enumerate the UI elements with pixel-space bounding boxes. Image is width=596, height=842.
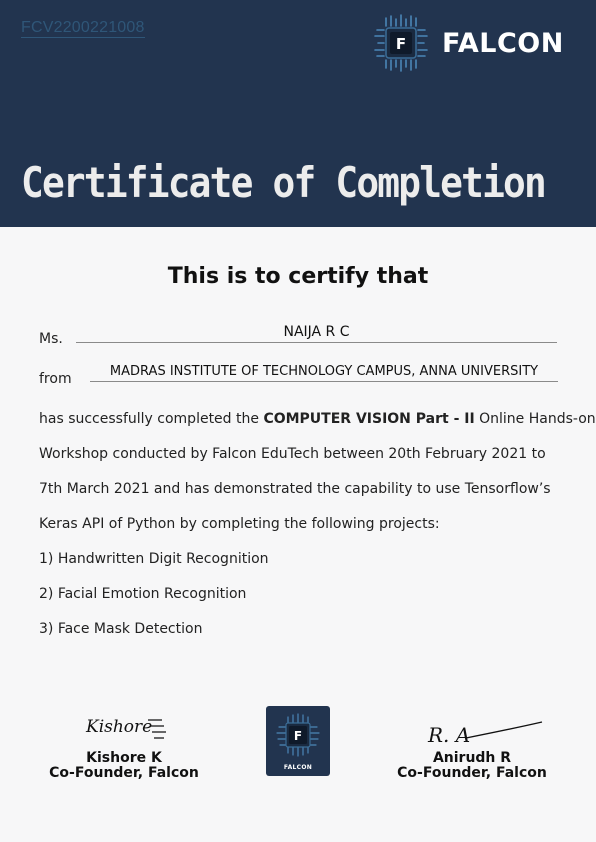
- signatory-left-role: Co-Founder, Falcon: [49, 765, 199, 781]
- signatory-right-role: Co-Founder, Falcon: [397, 765, 547, 781]
- certify-heading: This is to certify that: [167, 264, 429, 289]
- project-item: 1) Handwritten Digit Recognition: [39, 551, 269, 567]
- institution-row: [39, 371, 72, 387]
- brand-logo: [374, 14, 564, 72]
- body-line-1-post: Online Hands-on: [474, 411, 596, 427]
- svg-text:F: F: [293, 729, 303, 743]
- chip-logo-icon: [374, 14, 428, 72]
- recipient-row: [39, 331, 63, 347]
- project-item: 3) Face Mask Detection: [39, 621, 203, 637]
- course-name: COMPUTER VISION Part - II: [263, 411, 475, 427]
- signature-kishore: [84, 710, 168, 744]
- svg-text:R. A: R. A: [428, 723, 471, 746]
- from-label: from: [39, 371, 72, 387]
- body-line-2: Workshop conducted by Falcon EduTech between 20th February 2021 to: [39, 446, 546, 462]
- recipient-name: NAIJA R C: [76, 324, 557, 343]
- signature-anirudh: [426, 716, 546, 746]
- certificate-title: Certificate of Completion: [21, 158, 545, 207]
- institution-name: MADRAS INSTITUTE OF TECHNOLOGY CAMPUS, ANNA UNIVERSITY: [90, 364, 558, 382]
- header-band: [0, 0, 596, 227]
- seal-chip-icon: [266, 706, 330, 764]
- salutation-label: Ms.: [39, 331, 63, 347]
- signatory-left-name: Kishore K: [86, 750, 162, 766]
- body-line-3: 7th March 2021 and has demonstrated the capability to use Tensorflow’s: [39, 481, 551, 497]
- body-line-4: Keras API of Python by completing the following projects:: [39, 516, 440, 532]
- signatory-left: [44, 751, 204, 781]
- certificate-id: FCV2200221008: [21, 19, 145, 36]
- falcon-seal-logo: [266, 706, 330, 776]
- seal-logo-text: FALCON: [283, 764, 313, 771]
- brand-name: FALCON: [442, 27, 564, 59]
- body-line-1: [39, 411, 596, 427]
- project-item: 2) Facial Emotion Recognition: [39, 586, 247, 602]
- signatory-right: [392, 751, 552, 781]
- svg-text:Kishore: Kishore: [86, 717, 153, 737]
- body-line-1-pre: has successfully completed the: [39, 411, 264, 427]
- chip-letter: F: [395, 35, 407, 53]
- signatory-right-name: Anirudh R: [432, 750, 512, 766]
